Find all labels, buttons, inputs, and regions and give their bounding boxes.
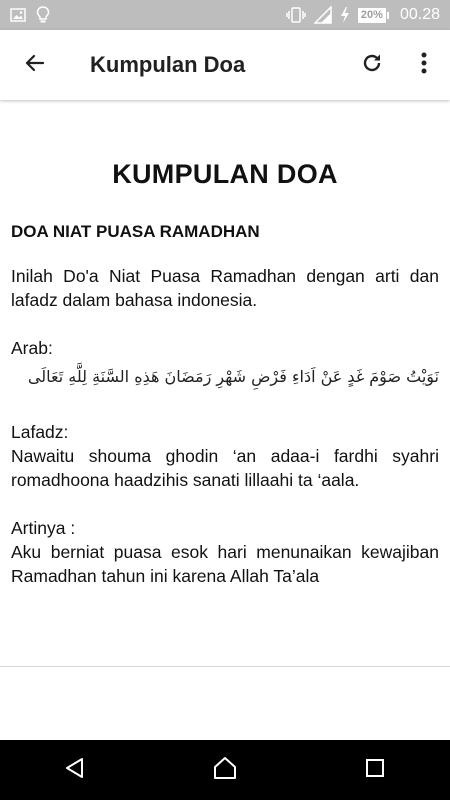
nav-back-button[interactable] [45,740,105,800]
lafadz-label: Lafadz: [11,422,69,442]
app-bar [0,30,450,100]
navigation-bar [0,740,450,800]
status-time: 00.28 [399,6,440,23]
page-heading: KUMPULAN DOA [112,159,338,189]
status-bar [0,0,450,30]
back-triangle-icon [64,757,86,784]
lafadz-text: Nawaitu shouma ghodin ‘an adaa-i fardhi syahri romadhoona haadzihis sanati lillaahi ta ‘aala. [11,446,439,490]
battery-indicator: 20% [358,8,386,23]
back-button[interactable] [0,30,70,100]
status-left [10,6,50,24]
recents-icon [365,758,385,783]
artinya-text: Aku berniat puasa esok hari menunaikan kewajiban Ramadhan tahun ini karena Allah Ta’ala [11,542,439,586]
refresh-icon [360,51,384,80]
gallery-icon [10,8,26,22]
app-title: Kumpulan Doa [90,52,246,77]
artinya-label: Artinya : [11,518,76,538]
status-right [286,6,440,24]
signal-icon [314,6,332,24]
arab-label: Arab: [11,338,53,358]
nav-recents-button[interactable] [345,740,405,800]
section-title: DOA NIAT PUASA RAMADHAN [11,222,260,241]
intro-text: Inilah Do'a Niat Puasa Ramadhan dengan arti dan lafadz dalam bahasa indonesia. [11,266,439,310]
content-area[interactable] [0,100,450,667]
lightbulb-icon [36,6,50,24]
home-icon [212,756,238,785]
nav-home-button[interactable] [195,740,255,800]
more-vert-icon [420,51,428,80]
back-arrow-icon [23,51,47,80]
arab-text: نَوَيْتُ صَوْمَ غَدٍ عَنْ اَدَاءِ فَرْضِ شَهْرِ رَمَضَانَ هَذِهِ السَّنَةِ لِلَّهِ تَعَالَى [27,367,439,386]
overflow-menu-button[interactable] [398,30,450,100]
charging-icon [340,7,350,23]
vibrate-icon [286,7,306,23]
refresh-button[interactable] [346,30,398,100]
